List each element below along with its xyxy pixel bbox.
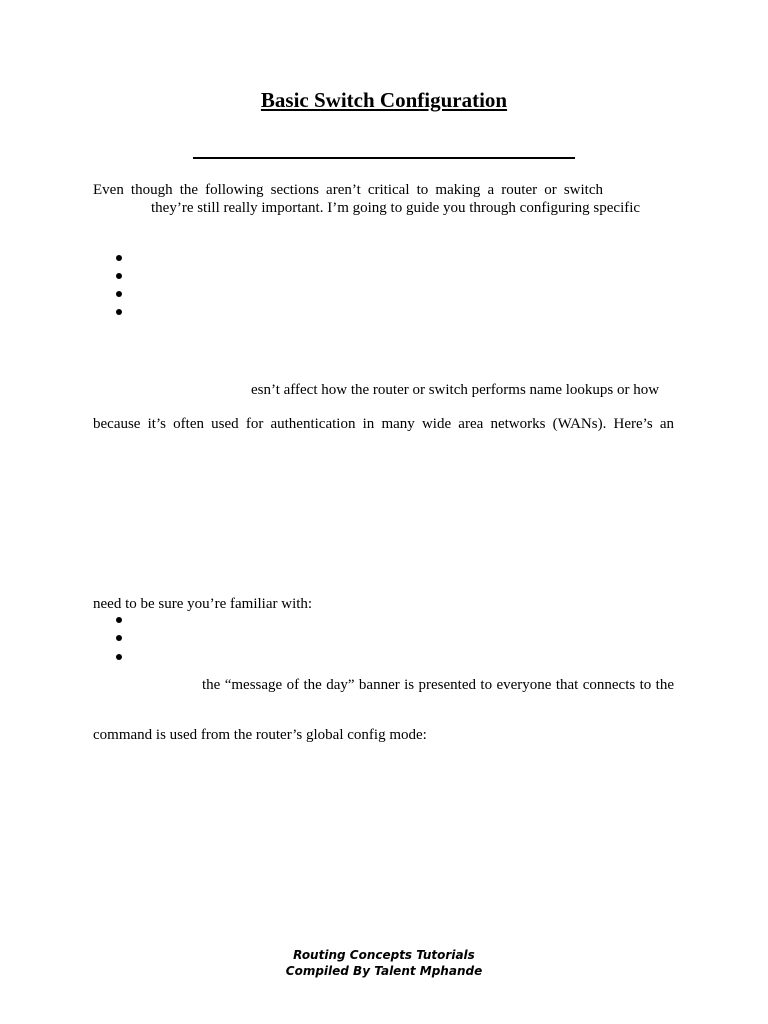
intro-paragraph-line-1: Even though the following sections aren’t critical to making a router or switch (93, 182, 603, 198)
footer-line-2: Compiled By Talent Mphande (285, 964, 483, 978)
list-bullet (115, 634, 123, 642)
motd-paragraph-line-2: command is used from the router’s global config mode: (93, 727, 427, 743)
hostname-paragraph-line-2: because it’s often used for authentication in many wide area networks (WANs). Here’s an (93, 416, 674, 432)
list-bullet (115, 272, 123, 280)
list-bullet (115, 254, 123, 262)
list-bullet (115, 616, 123, 624)
intro-paragraph-line-2: they’re still really important. I’m going to guide you through configuring specific (151, 200, 641, 216)
footer-line-1: Routing Concepts Tutorials (293, 948, 475, 962)
list-bullet (115, 308, 123, 316)
title-divider (193, 157, 575, 159)
page-title: Basic Switch Configuration (260, 88, 508, 112)
motd-paragraph-line-1: the “message of the day” banner is presented to everyone that connects to the (202, 677, 674, 693)
banner-intro-paragraph: need to be sure you’re familiar with: (93, 596, 313, 612)
list-bullet (115, 653, 123, 661)
list-bullet (115, 290, 123, 298)
hostname-paragraph-line-1: esn’t affect how the router or switch performs name lookups or how (251, 382, 660, 398)
